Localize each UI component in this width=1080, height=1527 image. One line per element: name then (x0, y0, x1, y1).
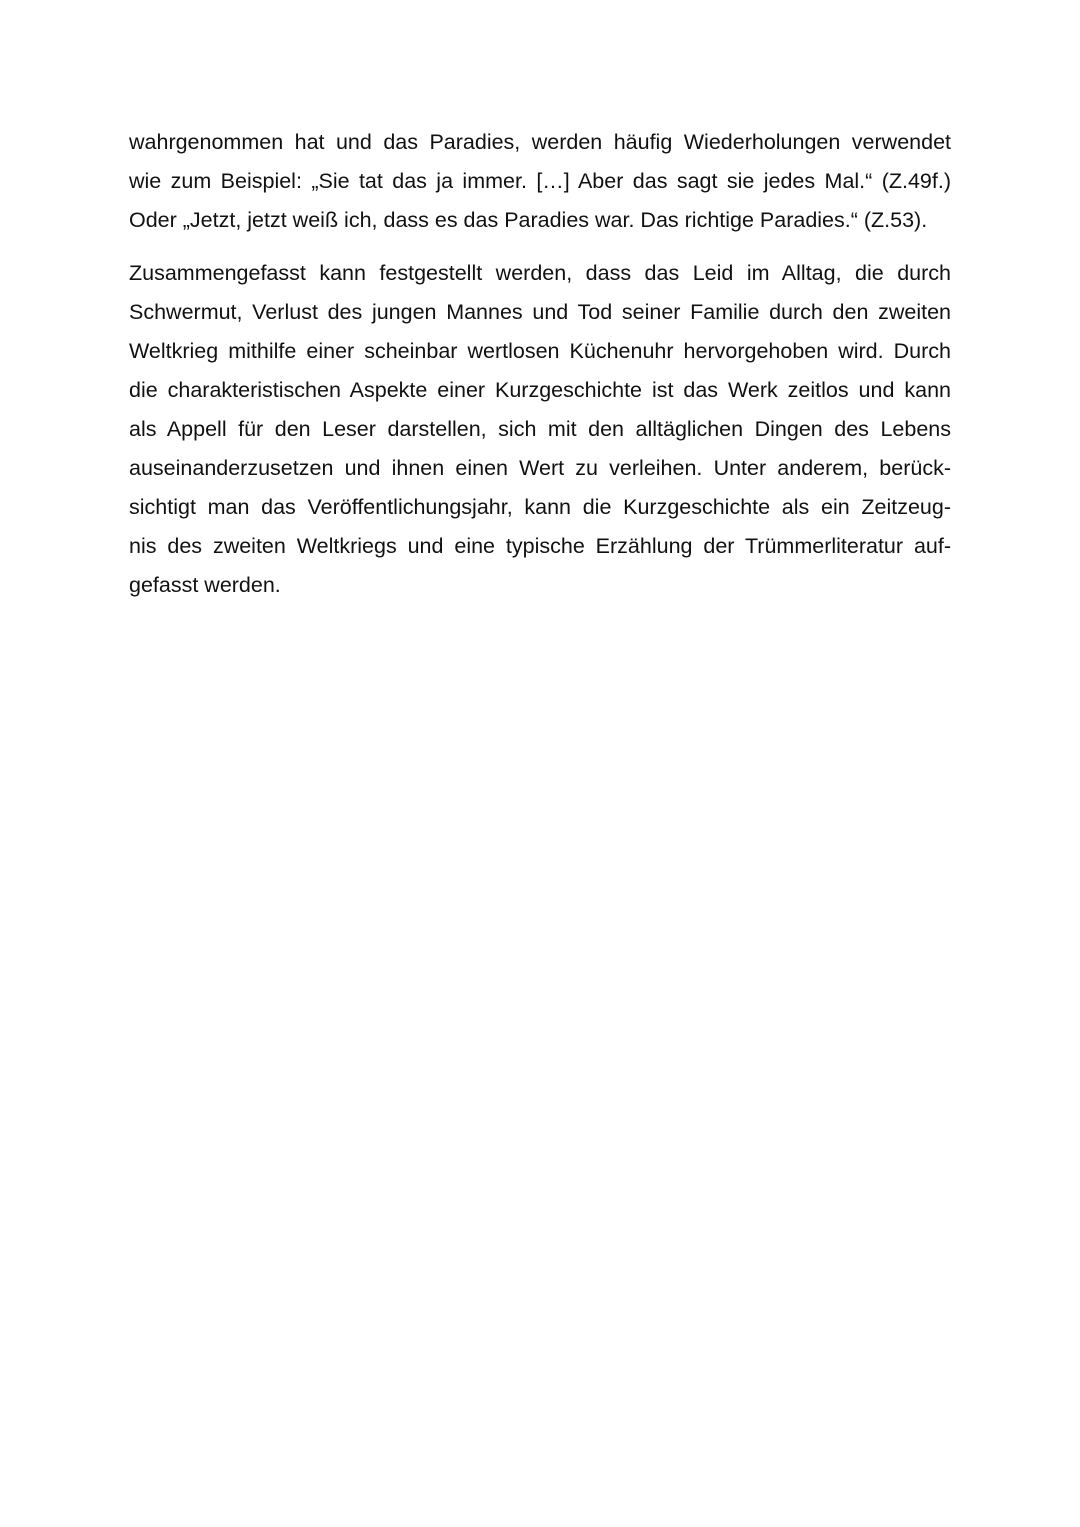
text-line: wahrgenommen hat und das Paradies, werden häufig Wiederholungen verwendet (129, 130, 951, 154)
text-line: nis des zweiten Weltkriegs und eine typische Erzählung der Trümmerliteratur auf- (129, 534, 951, 558)
text-line: Oder „Jetzt, jetzt weiß ich, dass es das Paradies war. Das richtige Paradies.“ (Z.53). (129, 208, 928, 232)
text-line: als Appell für den Leser darstellen, sich mit den alltäglichen Dingen des Lebens (129, 417, 951, 441)
text-line: Weltkrieg mithilfe einer scheinbar wertlosen Küchenuhr hervorgehoben wird. Durch (129, 339, 951, 363)
text-line: wie zum Beispiel: „Sie tat das ja immer. […] Aber das sagt sie jedes Mal.“ (Z.49f.) (129, 169, 951, 193)
text-line: die charakteristischen Aspekte einer Kurzgeschichte ist das Werk zeitlos und kann (129, 378, 951, 402)
text-line: gefasst werden. (129, 573, 281, 597)
text-line: Schwermut, Verlust des jungen Mannes und Tod seiner Familie durch den zweiten (129, 300, 951, 324)
text-line: sichtigt man das Veröffentlichungsjahr, kann die Kurzgeschichte als ein Zeitzeug- (129, 495, 951, 519)
text-line: auseinanderzusetzen und ihnen einen Wert zu verleihen. Unter anderem, berück- (129, 456, 951, 480)
text-line: Zusammengefasst kann festgestellt werden, dass das Leid im Alltag, die durch (129, 261, 951, 285)
paragraph-quotes (129, 123, 951, 240)
paragraph-conclusion (129, 254, 951, 605)
